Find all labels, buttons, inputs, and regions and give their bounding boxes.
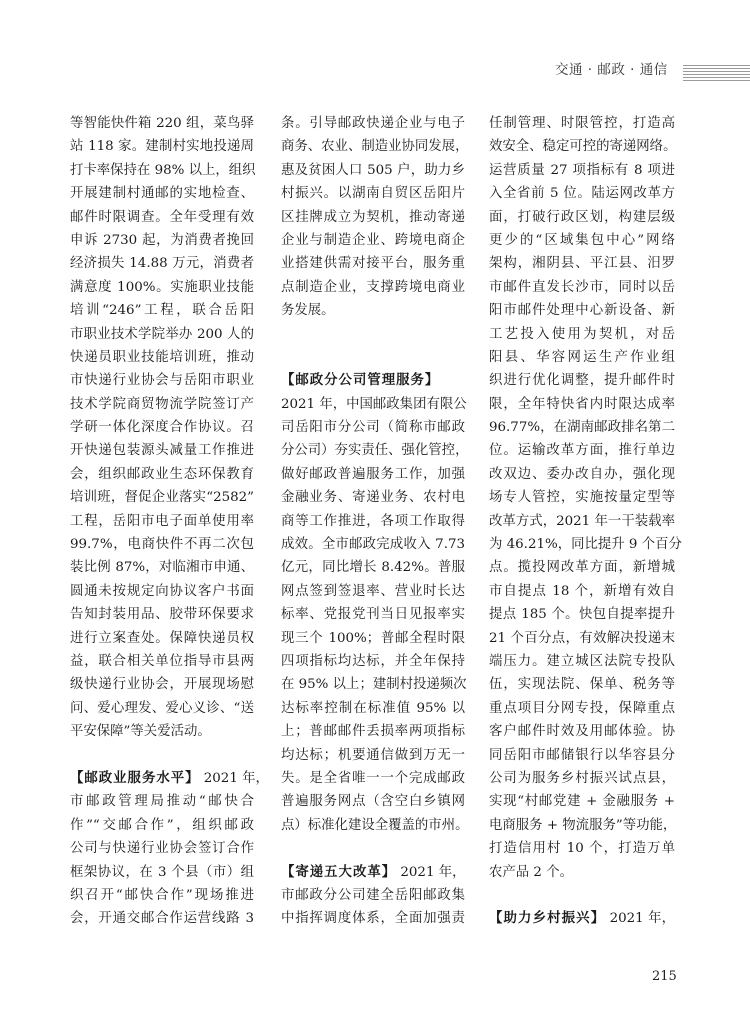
line-text: 2021 年， (605, 911, 676, 927)
line-text: 标率、党报党刊当日见报率实 (281, 607, 465, 623)
line-text: 市自提点 18 个，新增有效自 (489, 583, 675, 599)
paragraph-gap (70, 744, 254, 767)
line-text: 村振兴。以湖南自贸区岳阳片 (281, 186, 465, 202)
text-line (489, 276, 675, 299)
line-text: 会，组织邮政业生态环保教育 (70, 466, 254, 482)
line-text: 司岳阳市分公司（简称市邮政 (281, 420, 465, 436)
line-text: 开快递包装源头减量工作推进 (70, 443, 254, 459)
line-text: 99.7%，电商快件不再二次包 (70, 537, 254, 553)
text-line (489, 556, 675, 579)
text-column-3 (489, 112, 682, 931)
text-line (489, 159, 675, 182)
line-text: 限，全年特快省内时限达成率 (489, 396, 675, 412)
line-text: 打造信用村 10 个，打造万单 (489, 841, 675, 857)
text-line (70, 112, 254, 135)
line-text: 公司与快递行业协会签订合作 (70, 841, 254, 857)
line-text: 2021 年，中国邮政集团有限公 (281, 396, 467, 412)
line-text: 问、爱心理发、爱心义诊、“送 (70, 700, 254, 716)
line-text: 市快递行业协会与岳阳市职业 (70, 373, 254, 389)
paragraph-gap (281, 323, 465, 346)
text-line (281, 159, 465, 182)
text-line (281, 486, 465, 509)
section-heading: 【寄递五大改革】 (281, 864, 397, 880)
text-line (489, 510, 675, 533)
line-text: 做好邮政普遍服务工作，加强 (281, 466, 465, 482)
line-text: 端压力。建立城区法院专投队 (489, 653, 675, 669)
line-text: 阳县、华容网运生产作业组 (489, 349, 675, 365)
line-text: 织进行优化调整，提升邮件时 (489, 373, 675, 389)
text-line (489, 697, 675, 720)
text-line (70, 580, 254, 603)
line-text: 效安全、稳定可控的寄递网络。 (489, 139, 677, 155)
line-text: 上；普邮邮件丢损率两项指标 (281, 724, 465, 740)
line-text: 电商服务 + 物流服务”等功能， (489, 817, 677, 833)
text-line (281, 580, 465, 603)
line-text: 点制造企业，支撑跨境电商业 (281, 279, 465, 295)
line-text: 农产品 2 个。 (489, 864, 573, 880)
text-line (489, 486, 675, 509)
text-line (489, 673, 675, 696)
text-line (489, 533, 682, 556)
text-line (281, 697, 465, 720)
line-text: 失。是全省唯一一个完成邮政 (281, 770, 465, 786)
text-line (70, 252, 254, 275)
line-text: 96.77%，在湖南邮政排名第二 (489, 420, 675, 436)
line-text: 等智能快件箱 220 组，菜鸟驿 (70, 116, 254, 131)
line-text: 商务、农业、制造业协同发展， (281, 139, 469, 155)
line-text: 站 118 家。建制村实地投递周 (70, 139, 254, 155)
text-line (281, 276, 465, 299)
line-text: 培训“246”工程，联合岳阳 (70, 303, 254, 319)
section-title: 交通 · 邮政 · 通信 (555, 62, 668, 78)
line-text: 实现“村邮党建 + 金融服务 + (489, 794, 675, 810)
text-line (281, 229, 465, 252)
text-line (70, 510, 254, 533)
text-line (489, 299, 675, 322)
line-text: 均达标；机要通信做到万无一 (281, 747, 465, 763)
line-text: 同岳阳市邮储银行以华容县分 (489, 747, 675, 763)
line-text: 装比例 87%，对临湘市申通、 (70, 560, 254, 576)
page-number: 215 (652, 969, 677, 984)
text-line (281, 650, 465, 673)
line-text: 开展建制村通邮的实地检查、 (70, 186, 254, 202)
text-line (281, 463, 465, 486)
line-text: 网点签到签退率、营业时长达 (281, 583, 465, 599)
line-text: 入全省前 5 位。陆运网改革方 (489, 186, 675, 202)
line-text: 惠及贫困人口 505 户，助力乡 (281, 162, 465, 178)
text-line (70, 767, 269, 790)
line-text: 圆通未按规定向协议客户书面 (70, 583, 254, 599)
text-line (281, 182, 465, 205)
line-text: 在 95% 以上；建制村投递频次 (281, 677, 467, 693)
line-text: 中指挥调度体系，全面加强责 (281, 911, 465, 927)
text-line (281, 510, 465, 533)
line-text: 面，打破行政区划，构建层级 (489, 209, 675, 225)
text-line (70, 861, 254, 884)
text-line (70, 533, 254, 556)
line-text: 提点 185 个。快包自提率提升 (489, 607, 675, 623)
text-line (489, 112, 675, 135)
text-line (70, 346, 254, 369)
line-text: 区挂牌成立为契机，推动寄递 (281, 209, 465, 225)
line-text: 市职业技术学院举办 200 人的 (70, 326, 254, 342)
line-text: 经济损失 14.88 万元，消费者 (70, 256, 254, 272)
text-line (281, 744, 465, 767)
text-line (70, 182, 254, 205)
line-text: 21 个百分点，有效解决投递末 (489, 630, 675, 646)
text-line (70, 673, 254, 696)
text-line (70, 393, 254, 416)
line-text: 运营质量 27 项指标有 8 项进 (489, 162, 675, 178)
text-line (489, 323, 675, 346)
text-line (489, 439, 675, 462)
paragraph-gap (281, 837, 465, 860)
section-heading: 【助力乡村振兴】 (489, 911, 606, 927)
text-line (70, 416, 254, 439)
text-column-1 (70, 112, 269, 931)
text-line (70, 556, 254, 579)
text-line (281, 790, 465, 813)
section-heading: 【邮政分公司管理服务】 (281, 373, 440, 389)
line-text: 更少的“区域集包中心”网络 (489, 232, 675, 248)
line-text: 务发展。 (281, 303, 335, 319)
line-text: 市邮政分公司建全岳阳邮政集 (281, 887, 465, 903)
line-text: 市邮件直发长沙市，同时以岳 (489, 279, 675, 295)
header-stripes-decoration (683, 65, 750, 81)
text-column-2 (281, 112, 469, 931)
line-text: 2021 年， (396, 864, 466, 880)
text-line (281, 907, 465, 930)
line-text: 技术学院商贸物流学院签订产 (70, 396, 254, 412)
line-text: 平安保障”等关爱活动。 (70, 724, 211, 740)
text-line (70, 276, 254, 299)
line-text: 申诉 2730 起，为消费者挽回 (70, 232, 254, 248)
text-line (489, 463, 675, 486)
text-line (70, 720, 254, 743)
text-line (489, 346, 675, 369)
line-text: 点）标准化建设全覆盖的市州。 (281, 817, 469, 833)
text-line (489, 135, 675, 158)
line-text: 场专人管控，实施按量定型等 (489, 490, 675, 506)
text-line (489, 229, 675, 252)
line-text: 市邮政管理局推动“邮快合 (70, 794, 254, 810)
text-line (489, 627, 675, 650)
text-line (281, 814, 469, 837)
text-line (70, 135, 254, 158)
line-text: 为 46.21%，同比提升 9 个百分 (489, 537, 682, 553)
text-line (281, 720, 465, 743)
text-line (489, 393, 675, 416)
text-line (489, 720, 675, 743)
text-line (489, 369, 675, 392)
line-text: 四项指标均达标，并全年保持 (281, 653, 465, 669)
line-text: 位。运输改革方面，推行单边 (489, 443, 675, 459)
text-line (489, 790, 675, 813)
text-line (281, 135, 469, 158)
text-line (489, 861, 675, 884)
text-line (70, 790, 254, 813)
text-line (281, 673, 465, 696)
line-text: 织召开“邮快合作”现场推进 (70, 887, 254, 903)
text-line (281, 861, 465, 884)
text-line (281, 416, 465, 439)
line-text: 学研一体化深度合作协议。召 (70, 420, 254, 436)
line-text: 满意度 100%。实施职业技能 (70, 279, 254, 295)
line-text: 进行立案查处。保障快递员权 (70, 630, 254, 646)
text-line (489, 182, 675, 205)
text-line (281, 299, 465, 322)
text-line (70, 463, 254, 486)
line-text: 公司为服务乡村振兴试点县， (489, 770, 675, 786)
line-text: 快递员职业技能培训班，推动 (70, 349, 254, 365)
line-text: 分公司）夯实责任、强化管控， (281, 443, 469, 459)
text-line (70, 907, 254, 930)
line-text: 商等工作推进，各项工作取得 (281, 513, 465, 529)
text-line (281, 627, 465, 650)
line-text: 普遍服务网点（含空白乡镇网 (281, 794, 465, 810)
text-line (489, 650, 675, 673)
text-line (70, 697, 254, 720)
section-heading: 【邮政业服务水平】 (70, 770, 200, 786)
text-line (489, 603, 675, 626)
text-line (489, 837, 675, 860)
line-text: 伍，实现法院、保单、税务等 (489, 677, 675, 693)
text-line (70, 884, 254, 907)
paragraph-gap (281, 346, 465, 369)
text-line (70, 299, 254, 322)
text-line (489, 252, 675, 275)
text-line (70, 439, 254, 462)
text-line (489, 206, 675, 229)
text-line (70, 206, 254, 229)
text-line (489, 814, 675, 837)
text-line (70, 603, 254, 626)
line-text: 作”“交邮合作”，组织邮政 (70, 817, 254, 833)
line-text: 打卡率保持在 98% 以上，组织 (70, 162, 256, 178)
text-line (489, 744, 675, 767)
line-text: 改双边、委办改自办，强化现 (489, 466, 675, 482)
text-line (281, 369, 465, 392)
text-line (281, 533, 465, 556)
line-text: 工艺投入使用为契机，对岳 (489, 326, 675, 342)
text-line (281, 556, 465, 579)
line-text: 工程，岳阳市电子面单使用率 (70, 513, 254, 529)
line-text: 业搭建供需对接平台，服务重 (281, 256, 465, 272)
text-line (70, 486, 254, 509)
text-line (70, 650, 254, 673)
text-line (281, 603, 465, 626)
line-text: 告知封装用品、胶带环保要求 (70, 607, 254, 623)
text-line (281, 884, 465, 907)
text-line (489, 767, 675, 790)
line-text: 重点项目分网专投，保障重点 (489, 700, 675, 716)
line-text: 阳市邮件处理中心新设备、新 (489, 303, 675, 319)
text-line (70, 814, 254, 837)
line-text: 达标率控制在标准值 95% 以 (281, 700, 465, 716)
line-text: 改革方式，2021 年一干装载率 (489, 513, 675, 529)
text-line (70, 229, 254, 252)
text-line (489, 416, 675, 439)
line-text: 2021 年， (199, 770, 269, 786)
line-text: 金融业务、寄递业务、农村电 (281, 490, 465, 506)
text-line (281, 439, 469, 462)
paragraph-gap (489, 884, 675, 907)
text-line (281, 767, 465, 790)
text-line (70, 159, 254, 182)
text-line (489, 907, 675, 930)
text-line (70, 627, 254, 650)
text-line (70, 323, 254, 346)
line-text: 益，联合相关单位指导市县两 (70, 653, 254, 669)
text-line (281, 393, 465, 416)
line-text: 培训班，督促企业落实“2582” (70, 490, 254, 506)
line-text: 框架协议，在 3 个县（市）组 (70, 864, 254, 880)
line-text: 条。引导邮政快递企业与电子 (281, 116, 465, 131)
text-line (281, 112, 465, 135)
text-line (70, 369, 254, 392)
text-line (489, 580, 675, 603)
line-text: 成效。全市邮政完成收入 7.73 (281, 537, 465, 553)
line-text: 任制管理、时限管控，打造高 (489, 116, 675, 131)
line-text: 现三个 100%；普邮全程时限 (281, 630, 465, 646)
text-line (281, 252, 465, 275)
line-text: 邮件时限调查。全年受理有效 (70, 209, 254, 225)
line-text: 亿元，同比增长 8.42%。普服 (281, 560, 465, 576)
line-text: 级快递行业协会，开展现场慰 (70, 677, 254, 693)
line-text: 客户邮件时效及用邮体验。协 (489, 724, 675, 740)
line-text: 会，开通交邮合作运营线路 3 (70, 911, 254, 927)
line-text: 架构，湘阴县、平江县、汨罗 (489, 256, 675, 272)
line-text: 企业与制造企业、跨境电商企 (281, 232, 465, 248)
text-line (281, 206, 465, 229)
line-text: 点。揽投网改革方面，新增城 (489, 560, 675, 576)
text-line (70, 837, 254, 860)
